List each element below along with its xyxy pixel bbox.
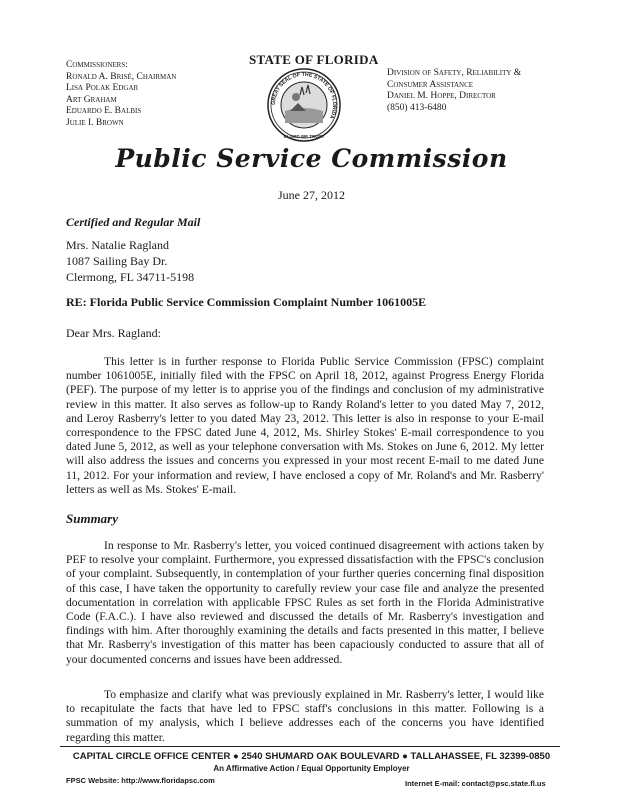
division-line: Division of Safety, Reliability &	[387, 68, 522, 78]
paragraph-intro: This letter is in further response to Florida Public Service Commission (FPSC) complaint number 1061005E, initially filed with the FPSC on April 18, 2012, against Progress Energy Florida (PEF). The purpose of my letter is to apprise you of the findings and conclusion of my administrative review in this matter. It also serves as follow-up to Randy Roland's letter to you dated May 7, 2012, and Leroy Rasberry's letter to you dated May 23, 2012. This letter is also in response to your E-mail correspondence to the FPSC dated June 4, 2012, Ms. Shirley Stokes' E-mail correspondence to you dated June 5, 2012, as well as your telephone conversation with Ms. Stokes on June 6, 2012. My letter will also address the issues and concerns you expressed in your most recent E-mail to me dated June 11, 2012. For your information and review, I have enclosed a copy of Mr. Roland's and Mr. Rasberry' letters as well as Ms. Stokes' E-mail.	[66, 355, 544, 496]
commissioner-name: Art Graham	[66, 94, 117, 105]
footer-divider	[60, 746, 560, 747]
commissioners-block	[66, 60, 176, 130]
footer-employer: An Affirmative Action / Equal Opportunity Employer	[213, 764, 410, 773]
recipient-address	[66, 237, 194, 285]
division-block	[387, 68, 521, 114]
division-line: (850) 413-6480	[387, 102, 447, 113]
paragraph-summary: In response to Mr. Rasberry's letter, you voiced continued disagreement with actions taken by PEF to resolve your complaint. Furthermore, you expressed dissatisfaction with the FPSC's conclusion of your complaint. Subsequently, in contemplation of your further queries concerning final disposition of this case, I have taken the opportunity to carefully review your case file and analyze the presented documentation in correlation with applicable FPSC Rules as set forth in the Florida Administrative Code (F.A.C.). I have also reviewed and discussed the details of Mr. Rasberry's investigation and findings with him. After thoroughly examining the details and facts presented in this matter, I believe that Mr. Rasberry's investigation of this matter has been capaciously conducted to assure that all of your documented concerns and issues have been addressed.	[66, 539, 544, 666]
recipient-line: 1087 Sailing Bay Dr.	[66, 254, 168, 268]
division-line: Consumer Assistance	[387, 79, 474, 90]
commissioner-name: Eduardo E. Balbis	[66, 106, 142, 117]
footer-website: FPSC Website: http://www.floridapsc.com	[66, 776, 215, 785]
commissioner-name: Lisa Polak Edgar	[66, 83, 139, 94]
letter-date: June 27, 2012	[278, 188, 345, 202]
commissioners-label: Commissioners:	[66, 60, 128, 70]
subject-line: RE: Florida Public Service Commission Complaint Number 1061005E	[66, 295, 427, 309]
seal-text: GREAT SEAL OF THE STATE OF FLORIDA	[270, 71, 338, 120]
agency-title: Public Service Commission	[115, 144, 508, 173]
commissioner-name: Julie I. Brown	[66, 117, 124, 128]
recipient-line: Mrs. Natalie Ragland	[66, 238, 169, 252]
paragraph-recap: To emphasize and clarify what was previously explained in Mr. Rasberry's letter, I would like to recapitulate the facts that have led to FPSC staff's conclusions in this matter. Following is a summation of my analysis, which I believe addresses each of the concerns you have identified regarding this matter.	[66, 688, 544, 744]
commissioner-name: Ronald A. Brisé, Chairman	[66, 71, 177, 82]
division-line: Daniel M. Hoppe, Director	[387, 91, 496, 102]
mail-type: Certified and Regular Mail	[66, 215, 201, 229]
summary-heading: Summary	[66, 511, 119, 526]
state-heading: STATE OF FLORIDA	[249, 52, 379, 67]
seal-motto: IN GOD WE TRUST	[283, 134, 325, 139]
footer-email: Internet E-mail: contact@psc.state.fl.us	[405, 779, 546, 788]
recipient-line: Clermong, FL 34711-5198	[66, 270, 195, 284]
state-seal-icon	[266, 67, 342, 143]
footer-address: CAPITAL CIRCLE OFFICE CENTER ● 2540 SHUMARD OAK BOULEVARD ● TALLAHASSEE, FL 32399-0850	[72, 751, 551, 762]
salutation: Dear Mrs. Ragland:	[66, 326, 161, 340]
